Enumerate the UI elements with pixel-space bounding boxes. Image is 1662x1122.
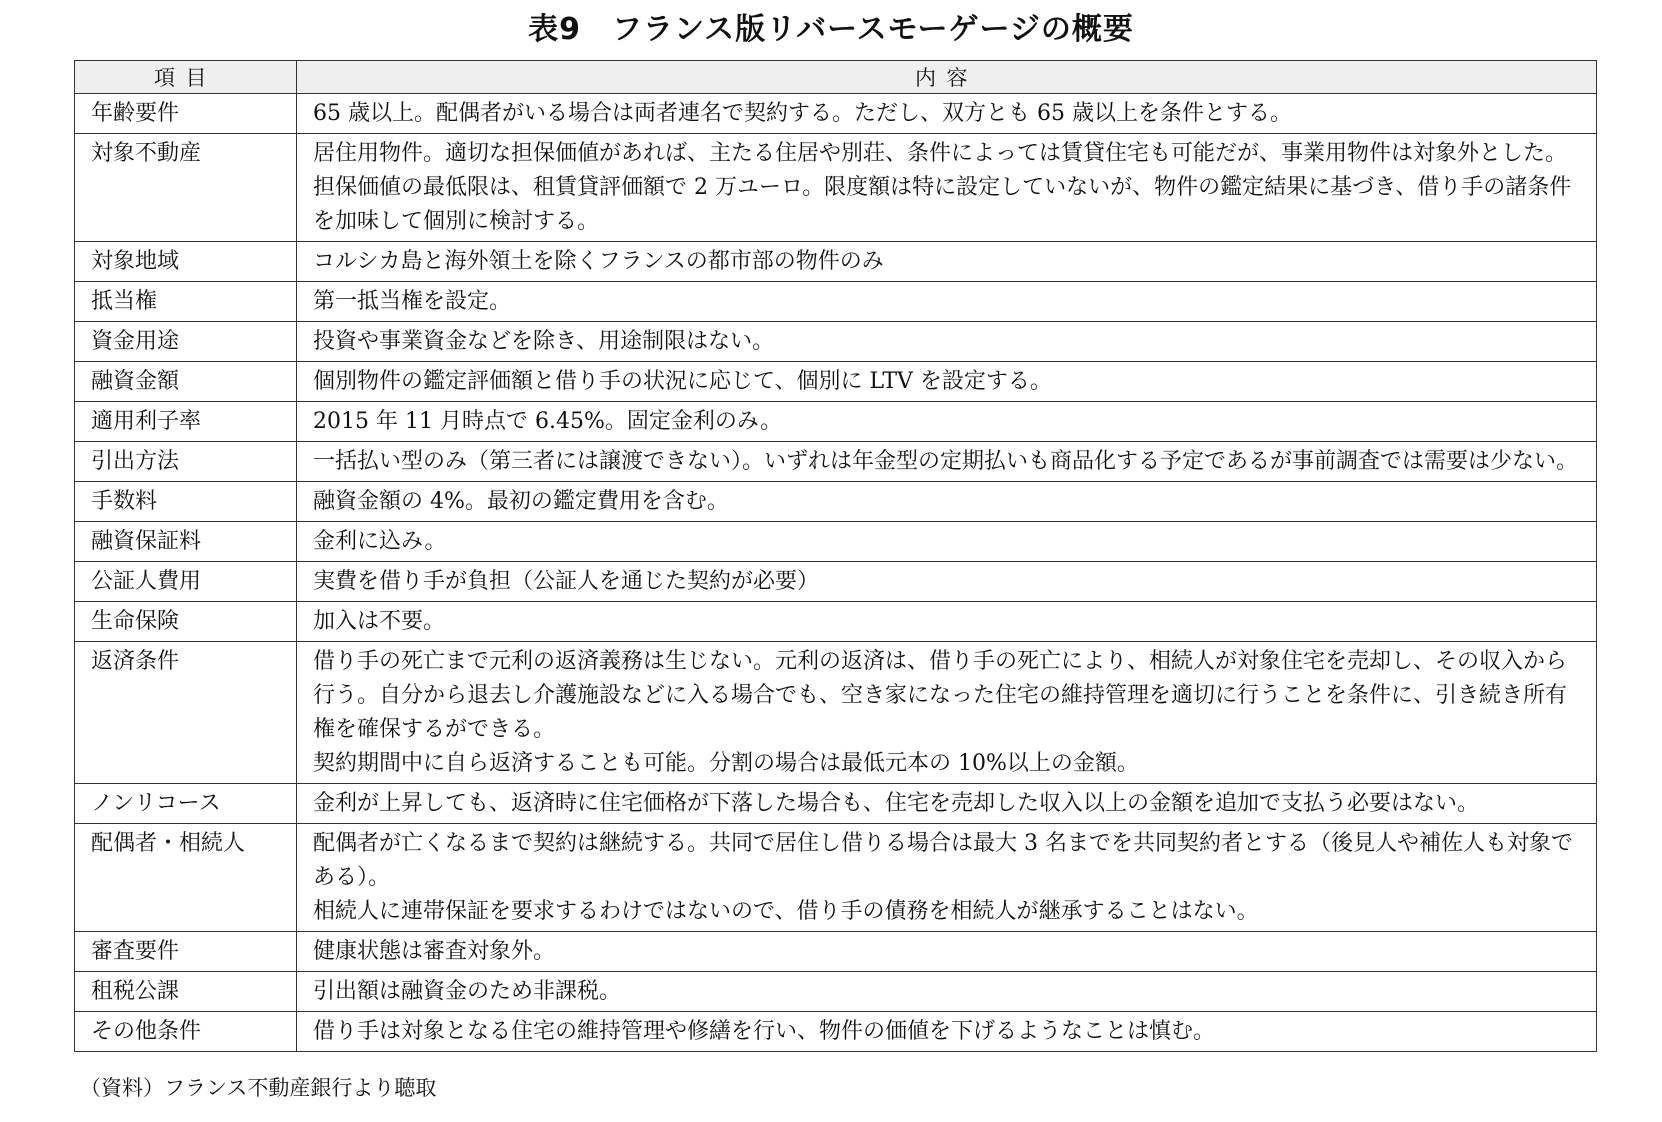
row-content: 融資金額の 4%。最初の鑑定費用を含む。 — [297, 482, 1597, 522]
table-row — [75, 134, 1597, 242]
row-item: 生命保険 — [75, 602, 297, 642]
table-row — [75, 932, 1597, 972]
row-content: 居住用物件。適切な担保価値があれば、主たる住居や別荘、条件によっては賃貸住宅も可能だが、事業用物件は対象外とした。担保価値の最低限は、租賃貸評価額で 2 万ユーロ。限度額は特に設定していないが、物件の鑑定結果に基づき、借り手の諸条件を加味して個別に検討する。 — [297, 134, 1597, 242]
table-row — [75, 94, 1597, 134]
table-row — [75, 282, 1597, 322]
table-row — [75, 824, 1597, 932]
table-title: 表9 フランス版リバースモーゲージの概要 — [528, 12, 1134, 47]
row-item: 配偶者・相続人 — [75, 824, 297, 932]
row-item: 抵当権 — [75, 282, 297, 322]
row-item: 対象地域 — [75, 242, 297, 282]
source-note: （資料）フランス不動産銀行より聴取 — [80, 1076, 437, 1100]
row-content: 金利に込み。 — [297, 522, 1597, 562]
table-row — [75, 322, 1597, 362]
row-item: 資金用途 — [75, 322, 297, 362]
row-content: 投資や事業資金などを除き、用途制限はない。 — [297, 322, 1597, 362]
table-row — [75, 562, 1597, 602]
table-row — [75, 402, 1597, 442]
row-content: 第一抵当権を設定。 — [297, 282, 1597, 322]
row-item: 手数料 — [75, 482, 297, 522]
table-row — [75, 242, 1597, 282]
header-content: 内容 — [297, 61, 1597, 94]
row-item: 適用利子率 — [75, 402, 297, 442]
table-row — [75, 442, 1597, 482]
row-content: コルシカ島と海外領土を除くフランスの都市部の物件のみ — [297, 242, 1597, 282]
row-item: 返済条件 — [75, 642, 297, 784]
table-row — [75, 972, 1597, 1012]
row-content: 2015 年 11 月時点で 6.45%。固定金利のみ。 — [297, 402, 1597, 442]
row-item: 公証人費用 — [75, 562, 297, 602]
row-content: 加入は不要。 — [297, 602, 1597, 642]
table-row — [75, 522, 1597, 562]
row-item: 租税公課 — [75, 972, 297, 1012]
row-content: 実費を借り手が負担（公証人を通じた契約が必要） — [297, 562, 1597, 602]
row-item: 引出方法 — [75, 442, 297, 482]
row-item: 融資保証料 — [75, 522, 297, 562]
row-item: 対象不動産 — [75, 134, 297, 242]
table-row — [75, 362, 1597, 402]
row-content: 引出額は融資金のため非課税。 — [297, 972, 1597, 1012]
row-item: 融資金額 — [75, 362, 297, 402]
row-item: 審査要件 — [75, 932, 297, 972]
table-row — [75, 482, 1597, 522]
row-content: 配偶者が亡くなるまで契約は継続する。共同で居住し借りる場合は最大 3 名までを共同契約者とする（後見人や補佐人も対象である）。 相続人に連帯保証を要求するわけではないので、借り手の債務を相続人が継承することはない。 — [297, 824, 1597, 932]
table-row — [75, 1012, 1597, 1052]
table-row — [75, 602, 1597, 642]
table-row — [75, 642, 1597, 784]
row-content: 借り手は対象となる住宅の維持管理や修繕を行い、物件の価値を下げるようなことは慎む。 — [297, 1012, 1597, 1052]
row-content: 借り手の死亡まで元利の返済義務は生じない。元利の返済は、借り手の死亡により、相続人が対象住宅を売却し、その収入から行う。自分から退去し介護施設などに入る場合でも、空き家になった住宅の維持管理を適切に行うことを条件に、引き続き所有権を確保するができる。 契約期間中に自ら返済することも可能。分割の場合は最低元本の 10%以上の金額。 — [297, 642, 1597, 784]
row-item: 年齢要件 — [75, 94, 297, 134]
row-item: その他条件 — [75, 1012, 297, 1052]
summary-table — [74, 60, 1597, 1052]
row-content: 個別物件の鑑定評価額と借り手の状況に応じて、個別に LTV を設定する。 — [297, 362, 1597, 402]
header-row — [75, 61, 1597, 94]
row-content: 一括払い型のみ（第三者には譲渡できない）。いずれは年金型の定期払いも商品化する予定であるが事前調査では需要は少ない。 — [297, 442, 1597, 482]
header-item: 項目 — [75, 61, 297, 94]
row-item: ノンリコース — [75, 784, 297, 824]
row-content: 65 歳以上。配偶者がいる場合は両者連名で契約する。ただし、双方とも 65 歳以上を条件とする。 — [297, 94, 1597, 134]
row-content: 健康状態は審査対象外。 — [297, 932, 1597, 972]
table-row — [75, 784, 1597, 824]
row-content: 金利が上昇しても、返済時に住宅価格が下落した場合も、住宅を売却した収入以上の金額を追加で支払う必要はない。 — [297, 784, 1597, 824]
